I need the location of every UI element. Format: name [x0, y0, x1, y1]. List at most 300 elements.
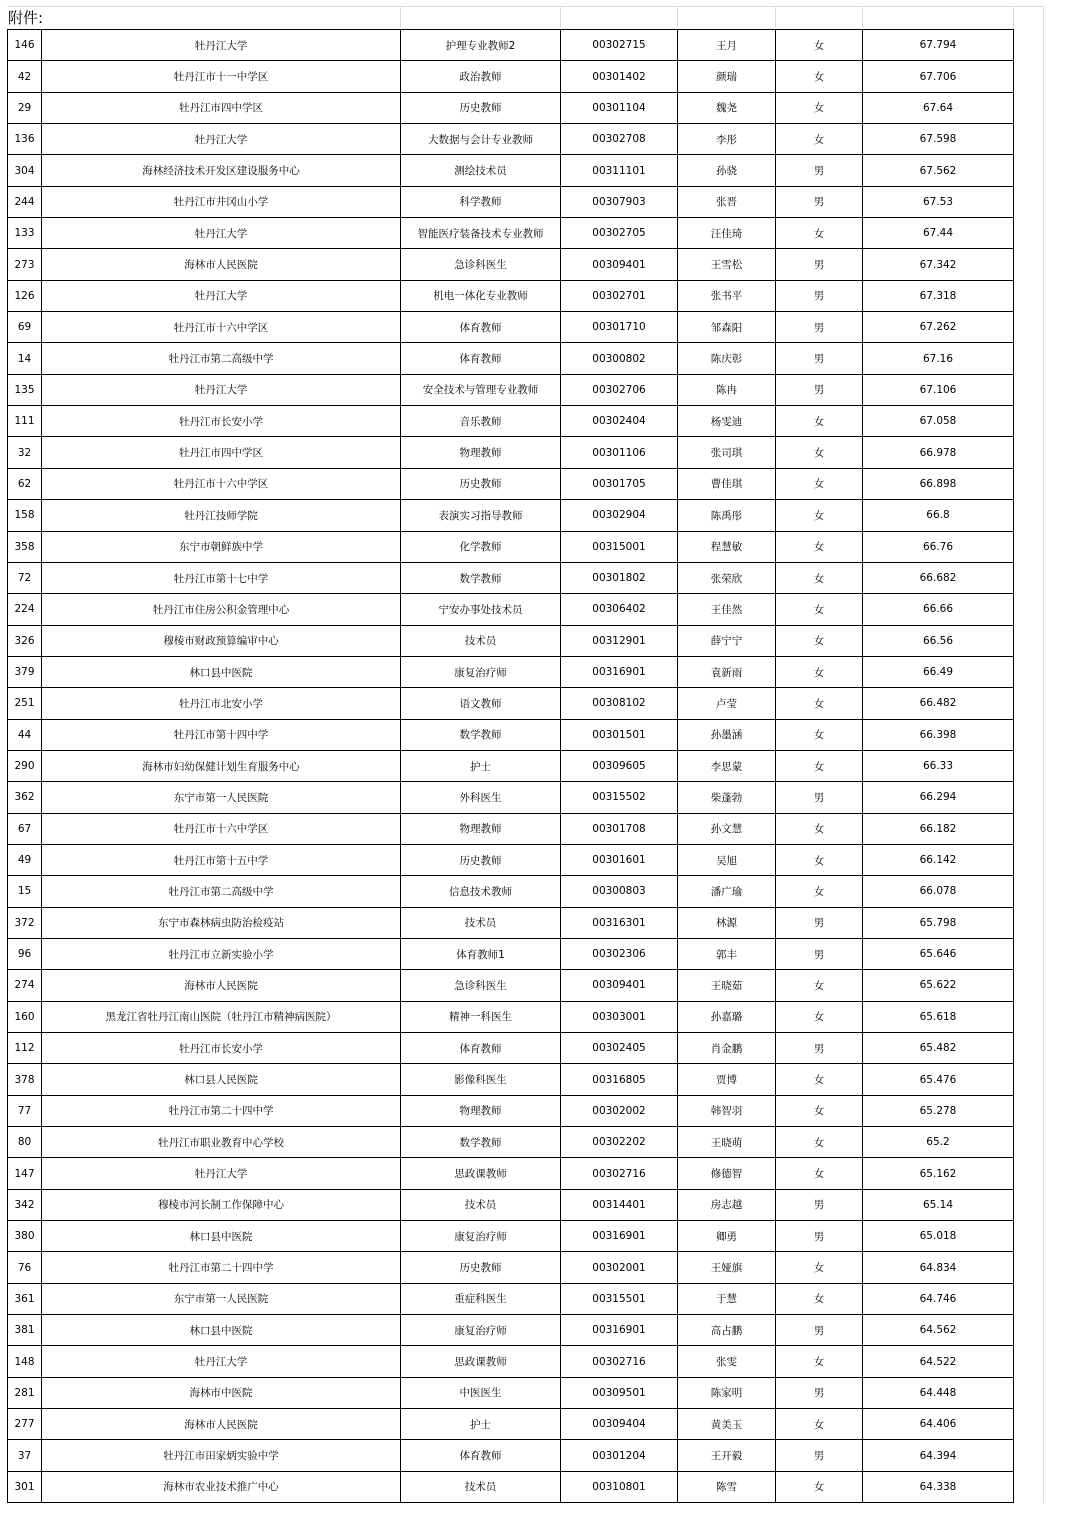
gender-cell: 女	[776, 876, 863, 907]
position-cell: 测绘技术员	[401, 155, 561, 186]
name-cell: 柴蓬勃	[678, 782, 776, 813]
employer-cell: 海林市人民医院	[42, 1409, 401, 1440]
row-number-cell: 14	[8, 343, 42, 374]
row-number-cell: 135	[8, 374, 42, 405]
table-row	[8, 249, 1014, 280]
position-cell: 急诊科医生	[401, 970, 561, 1001]
position-code-cell: 00306402	[561, 594, 678, 625]
score-cell: 66.294	[863, 782, 1014, 813]
position-code-cell: 00301705	[561, 468, 678, 499]
gender-cell: 女	[776, 1471, 863, 1502]
employer-cell: 牡丹江市第二十四中学	[42, 1252, 401, 1283]
employer-cell: 东宁市森林病虫防治检疫站	[42, 907, 401, 938]
table-row	[8, 280, 1014, 311]
employer-cell: 牡丹江市十一中学区	[42, 61, 401, 92]
employer-cell: 东宁市第一人民医院	[42, 782, 401, 813]
page-title: 附件:	[8, 9, 44, 27]
employer-cell: 牡丹江市立新实验小学	[42, 938, 401, 969]
position-code-cell: 00302904	[561, 500, 678, 531]
score-cell: 67.318	[863, 280, 1014, 311]
position-cell: 物理教师	[401, 1095, 561, 1126]
gender-cell: 男	[776, 374, 863, 405]
table-row	[8, 531, 1014, 562]
name-cell: 黄美玉	[678, 1409, 776, 1440]
position-code-cell: 00301402	[561, 61, 678, 92]
row-number-cell: 133	[8, 218, 42, 249]
position-code-cell: 00301601	[561, 844, 678, 875]
name-cell: 郭丰	[678, 938, 776, 969]
table-row	[8, 437, 1014, 468]
gender-cell: 女	[776, 594, 863, 625]
row-number-cell: 29	[8, 92, 42, 123]
row-number-cell: 76	[8, 1252, 42, 1283]
position-cell: 护士	[401, 750, 561, 781]
score-cell: 67.706	[863, 61, 1014, 92]
employer-cell: 海林市农业技术推广中心	[42, 1471, 401, 1502]
table-row	[8, 625, 1014, 656]
employer-cell: 牡丹江市第二高级中学	[42, 343, 401, 374]
table-row	[8, 970, 1014, 1001]
score-cell: 65.476	[863, 1064, 1014, 1095]
name-cell: 程慧敏	[678, 531, 776, 562]
name-cell: 于慧	[678, 1283, 776, 1314]
gender-cell: 男	[776, 1033, 863, 1064]
gender-cell: 女	[776, 656, 863, 687]
employer-cell: 牡丹江市北安小学	[42, 688, 401, 719]
table-row	[8, 1033, 1014, 1064]
position-cell: 急诊科医生	[401, 249, 561, 280]
score-cell: 67.058	[863, 406, 1014, 437]
name-cell: 张雯	[678, 1346, 776, 1377]
name-cell: 高占鹏	[678, 1315, 776, 1346]
score-cell: 67.16	[863, 343, 1014, 374]
name-cell: 王晓茹	[678, 970, 776, 1001]
score-cell: 66.33	[863, 750, 1014, 781]
table-row	[8, 186, 1014, 217]
name-cell: 肖金鹏	[678, 1033, 776, 1064]
gender-cell: 女	[776, 750, 863, 781]
gridline	[560, 6, 561, 29]
score-cell: 64.338	[863, 1471, 1014, 1502]
employer-cell: 黑龙江省牡丹江南山医院（牡丹江市精神病医院）	[42, 1001, 401, 1032]
position-cell: 音乐教师	[401, 406, 561, 437]
position-code-cell: 00309501	[561, 1377, 678, 1408]
position-cell: 表演实习指导教师	[401, 500, 561, 531]
table-row	[8, 1409, 1014, 1440]
position-cell: 外科医生	[401, 782, 561, 813]
row-number-cell: 112	[8, 1033, 42, 1064]
employer-cell: 海林市人民医院	[42, 249, 401, 280]
position-cell: 物理教师	[401, 813, 561, 844]
table-row	[8, 594, 1014, 625]
score-cell: 65.018	[863, 1221, 1014, 1252]
gender-cell: 男	[776, 938, 863, 969]
score-cell: 66.482	[863, 688, 1014, 719]
position-code-cell: 00303001	[561, 1001, 678, 1032]
row-number-cell: 146	[8, 30, 42, 61]
row-number-cell: 80	[8, 1127, 42, 1158]
employer-cell: 海林经济技术开发区建设服务中心	[42, 155, 401, 186]
employer-cell: 牡丹江大学	[42, 1158, 401, 1189]
name-cell: 贾博	[678, 1064, 776, 1095]
gender-cell: 女	[776, 406, 863, 437]
row-number-cell: 277	[8, 1409, 42, 1440]
table-row	[8, 1158, 1014, 1189]
gender-cell: 女	[776, 30, 863, 61]
row-number-cell: 273	[8, 249, 42, 280]
gridline	[862, 6, 863, 29]
score-cell: 65.482	[863, 1033, 1014, 1064]
position-code-cell: 00308102	[561, 688, 678, 719]
position-code-cell: 00302701	[561, 280, 678, 311]
position-code-cell: 00309404	[561, 1409, 678, 1440]
position-code-cell: 00315502	[561, 782, 678, 813]
score-cell: 67.44	[863, 218, 1014, 249]
table-row	[8, 92, 1014, 123]
position-code-cell: 00316901	[561, 1221, 678, 1252]
position-cell: 思政课教师	[401, 1346, 561, 1377]
position-cell: 语文教师	[401, 688, 561, 719]
row-number-cell: 274	[8, 970, 42, 1001]
position-cell: 物理教师	[401, 437, 561, 468]
position-cell: 技术员	[401, 1189, 561, 1220]
score-cell: 66.49	[863, 656, 1014, 687]
name-cell: 杨雯迪	[678, 406, 776, 437]
name-cell: 韩智羽	[678, 1095, 776, 1126]
name-cell: 卢莹	[678, 688, 776, 719]
position-code-cell: 00301802	[561, 562, 678, 593]
employer-cell: 牡丹江市十六中学区	[42, 813, 401, 844]
results-table	[7, 29, 1014, 1503]
score-cell: 66.8	[863, 500, 1014, 531]
position-cell: 政治教师	[401, 61, 561, 92]
score-cell: 65.162	[863, 1158, 1014, 1189]
score-cell: 66.682	[863, 562, 1014, 593]
employer-cell: 牡丹江市四中学区	[42, 437, 401, 468]
row-number-cell: 342	[8, 1189, 42, 1220]
score-cell: 64.406	[863, 1409, 1014, 1440]
table-row	[8, 1001, 1014, 1032]
score-cell: 66.182	[863, 813, 1014, 844]
table-row	[8, 124, 1014, 155]
table-row	[8, 1315, 1014, 1346]
gender-cell: 男	[776, 343, 863, 374]
position-cell: 机电一体化专业教师	[401, 280, 561, 311]
position-cell: 体育教师	[401, 1440, 561, 1471]
gender-cell: 女	[776, 1001, 863, 1032]
employer-cell: 东宁市第一人民医院	[42, 1283, 401, 1314]
gender-cell: 男	[776, 1440, 863, 1471]
row-number-cell: 126	[8, 280, 42, 311]
gender-cell: 女	[776, 468, 863, 499]
name-cell: 王晓萌	[678, 1127, 776, 1158]
row-number-cell: 361	[8, 1283, 42, 1314]
position-code-cell: 00307903	[561, 186, 678, 217]
name-cell: 孙嘉璐	[678, 1001, 776, 1032]
score-cell: 64.562	[863, 1315, 1014, 1346]
position-code-cell: 00301106	[561, 437, 678, 468]
name-cell: 孙文慧	[678, 813, 776, 844]
gender-cell: 女	[776, 1158, 863, 1189]
table-row	[8, 1283, 1014, 1314]
employer-cell: 牡丹江市长安小学	[42, 406, 401, 437]
position-code-cell: 00300802	[561, 343, 678, 374]
score-cell: 66.56	[863, 625, 1014, 656]
table-row	[8, 876, 1014, 907]
gender-cell: 女	[776, 1064, 863, 1095]
position-cell: 康复治疗师	[401, 1315, 561, 1346]
position-code-cell: 00302716	[561, 1346, 678, 1377]
row-number-cell: 326	[8, 625, 42, 656]
table-row	[8, 813, 1014, 844]
position-cell: 技术员	[401, 1471, 561, 1502]
row-number-cell: 111	[8, 406, 42, 437]
position-cell: 数学教师	[401, 562, 561, 593]
name-cell: 曹佳琪	[678, 468, 776, 499]
name-cell: 陈庆彰	[678, 343, 776, 374]
table-row	[8, 1377, 1014, 1408]
gender-cell: 男	[776, 249, 863, 280]
employer-cell: 牡丹江市第十四中学	[42, 719, 401, 750]
name-cell: 吴旭	[678, 844, 776, 875]
name-cell: 张书平	[678, 280, 776, 311]
row-number-cell: 148	[8, 1346, 42, 1377]
score-cell: 65.2	[863, 1127, 1014, 1158]
employer-cell: 海林市人民医院	[42, 970, 401, 1001]
row-number-cell: 244	[8, 186, 42, 217]
gender-cell: 男	[776, 155, 863, 186]
table-row	[8, 1095, 1014, 1126]
score-cell: 66.898	[863, 468, 1014, 499]
name-cell: 颜瑞	[678, 61, 776, 92]
row-number-cell: 15	[8, 876, 42, 907]
table-row	[8, 61, 1014, 92]
row-number-cell: 147	[8, 1158, 42, 1189]
position-cell: 化学教师	[401, 531, 561, 562]
gender-cell: 男	[776, 1189, 863, 1220]
row-number-cell: 77	[8, 1095, 42, 1126]
table-row	[8, 688, 1014, 719]
name-cell: 孙墨涵	[678, 719, 776, 750]
table-row	[8, 155, 1014, 186]
position-code-cell: 00316301	[561, 907, 678, 938]
score-cell: 65.646	[863, 938, 1014, 969]
gender-cell: 女	[776, 92, 863, 123]
row-number-cell: 42	[8, 61, 42, 92]
employer-cell: 牡丹江大学	[42, 280, 401, 311]
employer-cell: 林口县中医院	[42, 1315, 401, 1346]
gender-cell: 男	[776, 1315, 863, 1346]
name-cell: 汪佳琦	[678, 218, 776, 249]
employer-cell: 海林市妇幼保健计划生育服务中心	[42, 750, 401, 781]
gridline	[677, 6, 678, 29]
gender-cell: 女	[776, 813, 863, 844]
gender-cell: 女	[776, 562, 863, 593]
score-cell: 64.394	[863, 1440, 1014, 1471]
table-row	[8, 782, 1014, 813]
position-code-cell: 00315001	[561, 531, 678, 562]
name-cell: 张荣欣	[678, 562, 776, 593]
position-cell: 历史教师	[401, 92, 561, 123]
row-number-cell: 378	[8, 1064, 42, 1095]
employer-cell: 林口县中医院	[42, 656, 401, 687]
position-code-cell: 00301104	[561, 92, 678, 123]
employer-cell: 牡丹江市第十五中学	[42, 844, 401, 875]
name-cell: 王娅旗	[678, 1252, 776, 1283]
row-number-cell: 362	[8, 782, 42, 813]
table-row	[8, 1252, 1014, 1283]
table-row	[8, 562, 1014, 593]
table-row	[8, 30, 1014, 61]
position-cell: 中医医生	[401, 1377, 561, 1408]
gender-cell: 女	[776, 1095, 863, 1126]
table-row	[8, 1346, 1014, 1377]
table-row	[8, 1440, 1014, 1471]
row-number-cell: 380	[8, 1221, 42, 1252]
table-row	[8, 907, 1014, 938]
table-row	[8, 1189, 1014, 1220]
position-cell: 思政课教师	[401, 1158, 561, 1189]
gender-cell: 女	[776, 531, 863, 562]
employer-cell: 穆棱市财政预算编审中心	[42, 625, 401, 656]
employer-cell: 牡丹江大学	[42, 374, 401, 405]
row-number-cell: 69	[8, 312, 42, 343]
score-cell: 67.598	[863, 124, 1014, 155]
name-cell: 袁新雨	[678, 656, 776, 687]
name-cell: 张司琪	[678, 437, 776, 468]
position-code-cell: 00302404	[561, 406, 678, 437]
employer-cell: 牡丹江市第二十四中学	[42, 1095, 401, 1126]
position-code-cell: 00309401	[561, 249, 678, 280]
position-code-cell: 00316901	[561, 656, 678, 687]
position-cell: 历史教师	[401, 1252, 561, 1283]
name-cell: 潘广瑜	[678, 876, 776, 907]
position-code-cell: 00310801	[561, 1471, 678, 1502]
score-cell: 67.262	[863, 312, 1014, 343]
position-cell: 科学教师	[401, 186, 561, 217]
score-cell: 66.978	[863, 437, 1014, 468]
table-row	[8, 500, 1014, 531]
table-row	[8, 1127, 1014, 1158]
gender-cell: 男	[776, 1221, 863, 1252]
gender-cell: 女	[776, 437, 863, 468]
position-cell: 重症科医生	[401, 1283, 561, 1314]
table-row	[8, 750, 1014, 781]
employer-cell: 牡丹江市住房公积金管理中心	[42, 594, 401, 625]
gender-cell: 女	[776, 625, 863, 656]
gridline	[775, 6, 776, 29]
row-number-cell: 290	[8, 750, 42, 781]
row-number-cell: 62	[8, 468, 42, 499]
row-number-cell: 136	[8, 124, 42, 155]
position-code-cell: 00309605	[561, 750, 678, 781]
name-cell: 张晋	[678, 186, 776, 217]
name-cell: 陈雪	[678, 1471, 776, 1502]
row-number-cell: 224	[8, 594, 42, 625]
gender-cell: 女	[776, 970, 863, 1001]
gender-cell: 男	[776, 907, 863, 938]
gridline	[7, 6, 1043, 7]
gender-cell: 女	[776, 1346, 863, 1377]
position-code-cell: 00301501	[561, 719, 678, 750]
row-number-cell: 160	[8, 1001, 42, 1032]
gridline	[1013, 6, 1014, 29]
score-cell: 65.278	[863, 1095, 1014, 1126]
score-cell: 66.66	[863, 594, 1014, 625]
score-cell: 66.078	[863, 876, 1014, 907]
score-cell: 67.53	[863, 186, 1014, 217]
table-body	[8, 30, 1014, 1503]
gender-cell: 女	[776, 218, 863, 249]
name-cell: 薛宁宁	[678, 625, 776, 656]
row-number-cell: 49	[8, 844, 42, 875]
position-code-cell: 00309401	[561, 970, 678, 1001]
position-cell: 技术员	[401, 907, 561, 938]
score-cell: 67.64	[863, 92, 1014, 123]
position-code-cell: 00311101	[561, 155, 678, 186]
position-code-cell: 00312901	[561, 625, 678, 656]
position-cell: 数学教师	[401, 1127, 561, 1158]
name-cell: 王开毅	[678, 1440, 776, 1471]
row-number-cell: 372	[8, 907, 42, 938]
score-cell: 67.562	[863, 155, 1014, 186]
row-number-cell: 281	[8, 1377, 42, 1408]
table-row	[8, 374, 1014, 405]
employer-cell: 穆棱市河长制工作保障中心	[42, 1189, 401, 1220]
employer-cell: 牡丹江大学	[42, 218, 401, 249]
gender-cell: 女	[776, 719, 863, 750]
position-code-cell: 00314401	[561, 1189, 678, 1220]
position-code-cell: 00302715	[561, 30, 678, 61]
position-code-cell: 00302708	[561, 124, 678, 155]
gender-cell: 女	[776, 844, 863, 875]
score-cell: 65.798	[863, 907, 1014, 938]
row-number-cell: 44	[8, 719, 42, 750]
row-number-cell: 358	[8, 531, 42, 562]
position-cell: 智能医疗装备技术专业教师	[401, 218, 561, 249]
position-cell: 宁安办事处技术员	[401, 594, 561, 625]
row-number-cell: 96	[8, 938, 42, 969]
position-code-cell: 00302002	[561, 1095, 678, 1126]
name-cell: 邹森阳	[678, 312, 776, 343]
name-cell: 修德智	[678, 1158, 776, 1189]
position-cell: 历史教师	[401, 468, 561, 499]
row-number-cell: 304	[8, 155, 42, 186]
position-cell: 历史教师	[401, 844, 561, 875]
employer-cell: 牡丹江市第十七中学	[42, 562, 401, 593]
position-code-cell: 00302705	[561, 218, 678, 249]
row-number-cell: 67	[8, 813, 42, 844]
row-number-cell: 251	[8, 688, 42, 719]
employer-cell: 牡丹江市田家炳实验中学	[42, 1440, 401, 1471]
gender-cell: 女	[776, 1127, 863, 1158]
name-cell: 陈禹彤	[678, 500, 776, 531]
name-cell: 王月	[678, 30, 776, 61]
table-row	[8, 1221, 1014, 1252]
employer-cell: 牡丹江技师学院	[42, 500, 401, 531]
position-cell: 信息技术教师	[401, 876, 561, 907]
table-row	[8, 1471, 1014, 1502]
table-row	[8, 656, 1014, 687]
position-cell: 康复治疗师	[401, 1221, 561, 1252]
employer-cell: 林口县人民医院	[42, 1064, 401, 1095]
table-row	[8, 719, 1014, 750]
row-number-cell: 32	[8, 437, 42, 468]
name-cell: 林源	[678, 907, 776, 938]
employer-cell: 牡丹江大学	[42, 1346, 401, 1377]
employer-cell: 牡丹江市四中学区	[42, 92, 401, 123]
position-code-cell: 00300803	[561, 876, 678, 907]
